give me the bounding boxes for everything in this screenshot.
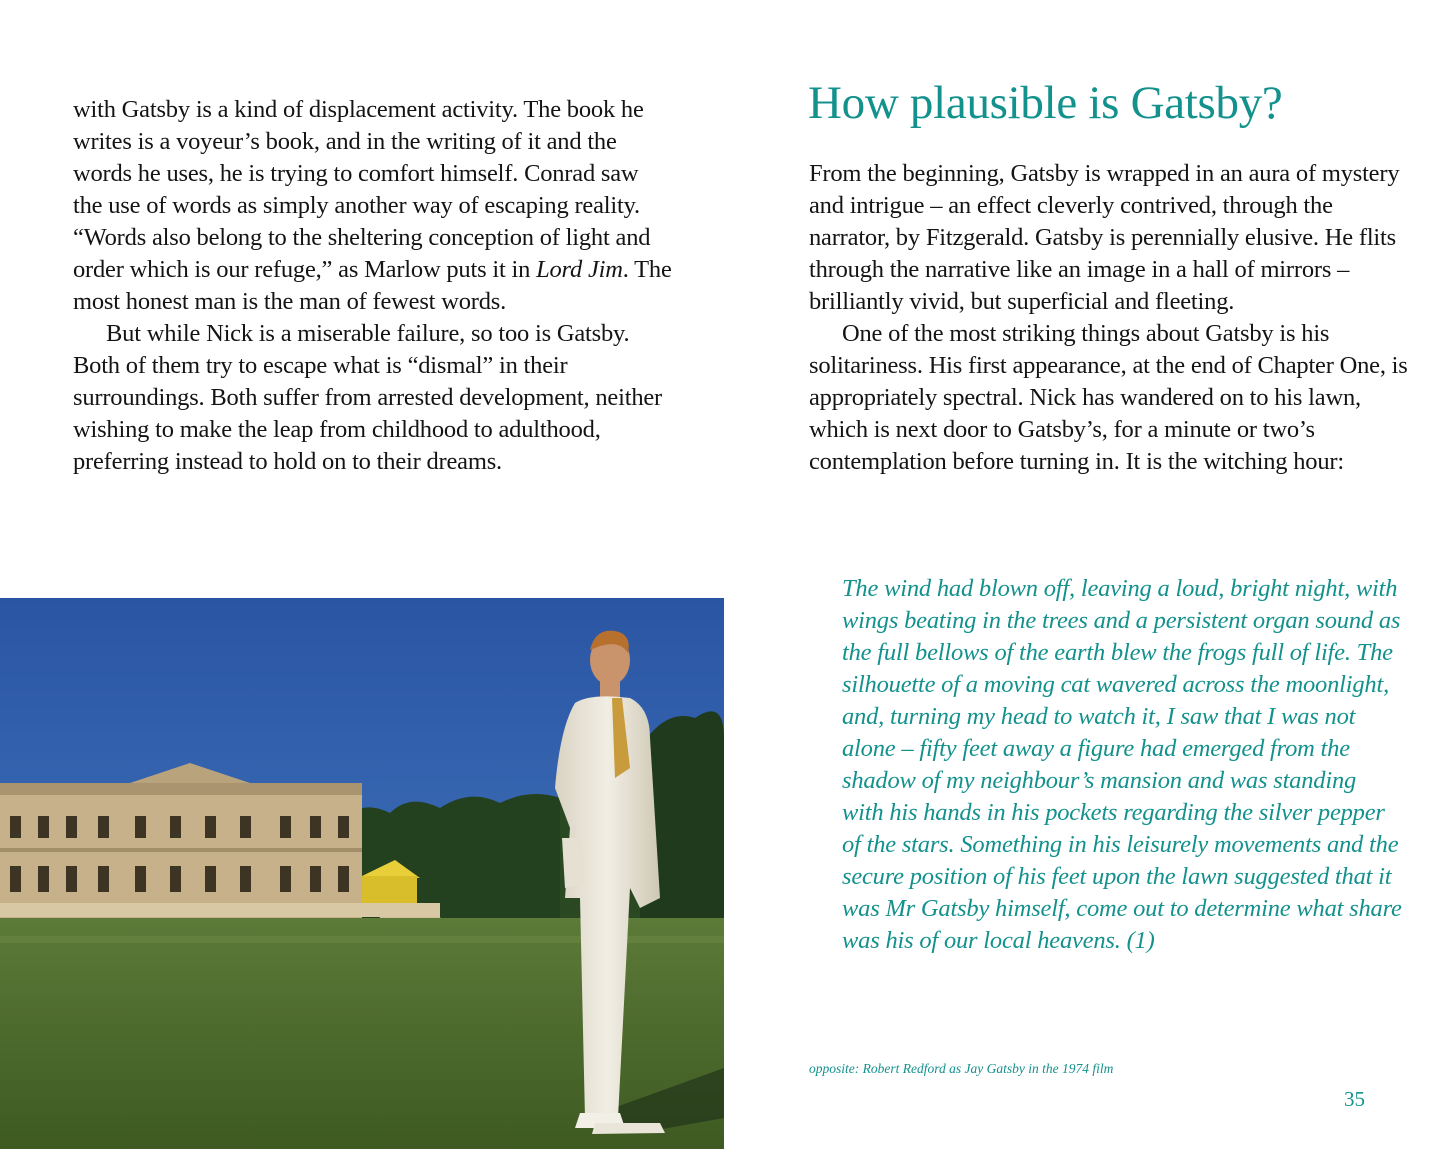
right-column-text	[809, 158, 1409, 478]
book-title-lord-jim: Lord Jim	[536, 256, 623, 283]
film-still-photo	[0, 598, 724, 1149]
paragraph-mystery: From the beginning, Gatsby is wrapped in an aura of mystery and intrigue – an effect cleverly contrived, through the narrator, by Fitzgerald. Gatsby is perennially elusive. He flits through the narrative like an image in a hall of mirrors – brilliantly vivid, but superficial and fleeting.	[809, 160, 1400, 315]
left-column-text	[73, 94, 673, 478]
block-quote: The wind had blown off, leaving a loud, bright night, with wings beating in the trees and a persistent organ sound as the full bellows of the earth blew the frogs full of life. The silhouette of a moving cat wavered across the moonlight, and, turning my head to watch it, I saw that I was not alone – fifty feet away a figure had emerged from the shadow of my neighbour’s mansion and was standing with his hands in his pockets regarding the silver pepper of the stars. Something in his leisurely movements and the secure position of his feet upon the lawn suggested that it was Mr Gatsby himself, come out to determine what share was his of our local heavens. (1)	[842, 575, 1402, 954]
paragraph-segment: . The most honest man is the man of fewest words.	[73, 256, 672, 315]
paragraph-displacement	[73, 94, 673, 318]
photo-caption: opposite: Robert Redford as Jay Gatsby in the 1974 film	[809, 1061, 1114, 1076]
paragraph-segment: with Gatsby is a kind of displacement activity. The book he writes is a voyeur’s book, and in the writing of it and the words he uses, he is trying to comfort himself. Conrad saw the use of words as simply another way of escaping reality. “Words also belong to the sheltering conception of light and order which is our refuge,” as Marlow puts it in	[73, 96, 651, 283]
page-title: How plausible is Gatsby?	[808, 77, 1283, 129]
page-number: 35	[1344, 1087, 1365, 1111]
paragraph-failure: But while Nick is a miserable failure, so too is Gatsby. Both of them try to escape what is “dismal” in their surroundings. Both suffer from arrested development, neither wishing to make the leap from childhood to adulthood, preferring instead to hold on to their dreams.	[73, 320, 663, 475]
paragraph-solitariness: One of the most striking things about Gatsby is his solitariness. His first appearance, at the end of Chapter One, is appropriately spectral. Nick has wandered on to his lawn, which is next door to Gatsby’s, for a minute or two’s contemplation before turning in. It is the witching hour:	[809, 320, 1408, 475]
